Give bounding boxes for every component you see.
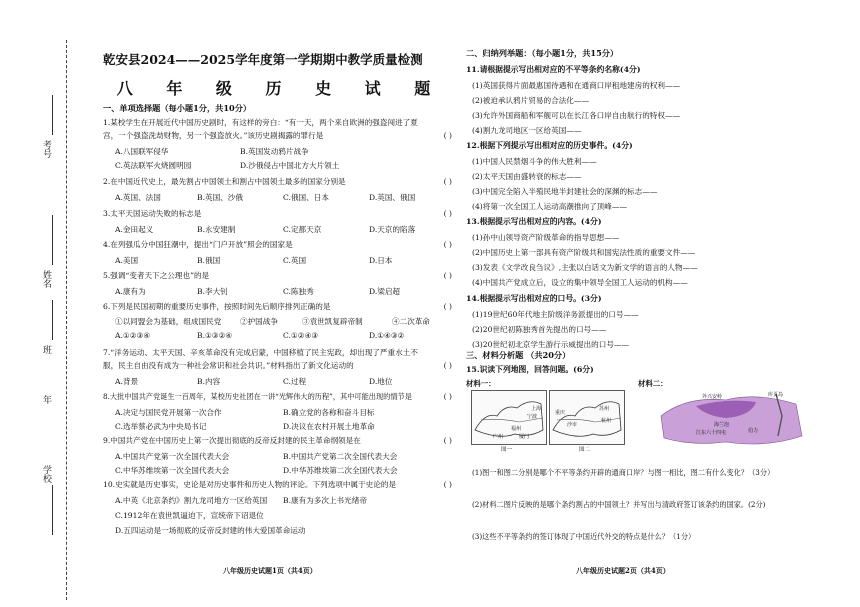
label-year: 年	[41, 395, 51, 404]
question-12: 12.根据下列提示写出相对应的历史事件。(4分)	[466, 141, 633, 150]
q2-options	[115, 192, 415, 203]
map-label: 外兴安岭	[702, 394, 723, 400]
answer-paren: ( )	[443, 480, 452, 489]
q15-sub-3: (3)这些不平等条约的签订体现了中国近代外交的特点是什么？（1分）	[472, 532, 696, 541]
option: C.英国	[283, 256, 307, 265]
option: A.中国共产党第一次全国代表大会	[115, 452, 230, 461]
fill-line	[52, 215, 53, 265]
option: B.康有为多次上书光绪帝	[283, 496, 367, 505]
page-1	[103, 0, 458, 607]
answer-paren: ( )	[443, 392, 452, 401]
page-footer: 八年级历史试题2页（共4页）	[576, 566, 670, 575]
q11-item: (1)英国获得片面最惠国待遇和在通商口岸租地建房的权利——	[472, 81, 681, 90]
answer-paren: ( )	[443, 177, 452, 186]
option: B.确立党的各称和奋斗目标	[283, 408, 375, 417]
q11-item: (2)被迫承认鸦片贸易的合法化——	[472, 96, 590, 105]
q1-options-row2	[115, 160, 339, 171]
map-label: 江东六十四屯	[696, 430, 727, 436]
fill-line	[52, 300, 53, 340]
question-10: 10.史实就是历史事实，史论是对历史事件和历史人物的评论。下列选项中属于史论的是	[103, 480, 397, 489]
question-3: 3.太平天国运动失败的标志是	[103, 209, 202, 218]
option: D.天京的陷落	[369, 225, 416, 234]
q6-options	[115, 331, 404, 340]
q10-option-c	[115, 510, 264, 521]
option: B.英国发动鸦片战争	[240, 147, 309, 156]
figure-caption: 图一	[501, 447, 513, 452]
map-label: 杭州	[601, 418, 612, 424]
option: B.俄国	[197, 256, 221, 265]
question-11: 11.请根据提示写出相对应的不平等条约名称(4分)	[466, 65, 641, 74]
q13-item: (4)中国共产党成立后，设立的集中领导全国工人运动的机构——	[472, 278, 688, 287]
section-heading: 二、归纳列举题：（每小题1分，共15分）	[466, 48, 619, 58]
section-heading: 三、材料分析题 （共20分）	[466, 350, 571, 360]
question-8: 8.大批中国共产党诞生一百周年，某校历史社团在一讲“光辉伟大的历程”，其中可能出现的情节是	[103, 392, 412, 401]
q6-items	[115, 316, 430, 327]
question-4: 4.在列强瓜分中国狂潮中，提出“门户开放”照会的国家是	[103, 240, 293, 249]
map-label: 库页岛	[768, 392, 784, 398]
exam-title: 八 年 级 历 史 试 题	[116, 79, 445, 98]
option: D.决议在农村开展土地革命	[283, 422, 375, 431]
option: C.定都天京	[283, 225, 322, 234]
option: D.英国、俄国	[369, 193, 416, 202]
northeast-map	[656, 386, 806, 452]
q13-item: (3)发表《文学改良刍议》,主张以白话文为新文学的语言的人物——	[472, 263, 698, 272]
option: D.日本	[369, 256, 393, 265]
option: D.五四运动是一场彻底的反帝反封建的伟大爱国革命运动	[115, 526, 306, 535]
question-7: 7.“洋务运动、太平天国、辛亥革命没有完成启蒙，中国移植了民主宪政，却出现了严重水土不	[103, 348, 418, 357]
fill-line	[52, 95, 53, 135]
q14-item: (3)20世纪初北京学生游行示威提出的口号——	[472, 340, 630, 349]
option: A.①②③④	[115, 331, 151, 340]
q10-option-d	[115, 525, 305, 536]
q12-item: (3)中国完全陷入半殖民地半封建社会的深渊的标志——	[472, 187, 658, 196]
material-2-map	[656, 386, 806, 452]
question-5: 5.强调“变者天下之公理也”的是	[103, 271, 210, 280]
answer-paren: ( )	[443, 361, 452, 370]
q13-item: (1)孙中山领导资产阶级革命的指导思想——	[472, 233, 620, 242]
q5-options	[115, 286, 400, 297]
option: ①以同盟会为基础，组成国民党	[115, 317, 222, 326]
question-1: 1.某校学生在开展近代中国历史剧时，有这样的旁白：“有一天，两个来自欧洲的强盗闯进了夏	[103, 118, 418, 127]
question-1-cont: 宫，一个强盗洗劫财物，另一个强盗放火。”该历史剧揭露的罪行是	[103, 131, 324, 140]
label-exam-no: 考号	[41, 140, 51, 158]
label-name: 姓名	[41, 270, 51, 288]
material-1-maps	[471, 390, 625, 452]
map-label: 重庆	[555, 410, 566, 416]
answer-paren: ( )	[443, 240, 452, 249]
q3-options	[115, 224, 415, 235]
option: A.背景	[115, 377, 139, 386]
q12-item: (1)中国人民禁烟斗争的伟大胜利——	[472, 157, 597, 166]
option: D.沙俄侵占中国北方大片领土	[240, 161, 340, 170]
q15-sub-1: (1)图一和图二分别是哪个不平等条约开辟的通商口岸？与图一相比，图二有什么变化？（3分）	[472, 468, 775, 477]
binding-margin	[0, 0, 92, 607]
option: D.中华苏维埃第二次全国代表大会	[283, 466, 398, 475]
page-2	[466, 0, 856, 607]
option: B.英国、沙俄	[197, 193, 243, 202]
option: C.选举蔡必武为中央局书记	[115, 422, 207, 431]
question-7-cont: 服，民主自由没有成为一种社会常识和社会共识。”材料指出了新文化运动的	[103, 361, 354, 370]
map-figures	[471, 390, 625, 452]
q10-options-row1	[115, 495, 367, 506]
option: C.中华苏维埃第一次全国代表大会	[115, 466, 230, 475]
answer-paren: ( )	[443, 436, 452, 445]
answer-paren: ( )	[443, 302, 452, 311]
option: C.英法联军火烧圆明园	[115, 161, 192, 170]
option: ④二次革命	[392, 317, 430, 326]
map-label: 福州	[511, 426, 522, 432]
map-label: 海兰泡	[714, 422, 730, 428]
question-15: 15.识读下列地图，回答问题。(6分)	[466, 365, 594, 374]
map-label: 沙市	[567, 422, 578, 428]
figure-caption: 图二	[579, 447, 591, 452]
option: A.决定与国民党开展第一次合作	[115, 408, 222, 417]
q7-options	[115, 376, 392, 387]
option: B.中国共产党第二次全国代表大会	[283, 452, 398, 461]
answer-paren: ( )	[443, 271, 452, 280]
map-label: 上海	[531, 406, 542, 412]
option: ③袁世凯复辟帝制	[302, 317, 363, 326]
option: C.①②④③	[283, 331, 319, 340]
map-label: 伯力	[748, 428, 759, 434]
question-14: 14.根据提示写出相对应的口号。(3分)	[466, 294, 602, 303]
label-class: 班	[41, 345, 51, 354]
option: D.①④③②	[369, 331, 405, 340]
option: C.过程	[283, 377, 307, 386]
fill-line	[52, 485, 53, 535]
option: B.李大钊	[197, 287, 228, 296]
question-9: 9.中国共产党在中国历史上第一次提出彻底的反帝反封建的民主革命纲领是在	[103, 436, 361, 445]
question-6: 6.下列是民国初期的重要历史事件，按照时间先后顺序排列正确的是	[103, 302, 331, 311]
option: A.康有为	[115, 287, 146, 296]
option: B.①③②④	[197, 331, 233, 340]
q8-options-row2	[115, 421, 375, 432]
option: B.内容	[197, 377, 221, 386]
answer-paren: ( )	[443, 209, 452, 218]
option: A.八国联军侵华	[115, 147, 169, 156]
map-label: 厦门	[519, 434, 530, 440]
section-heading: 一、单项选择题（每小题1分，共10分）	[103, 103, 252, 113]
label-school: 学校	[41, 465, 51, 483]
option: B.永安建制	[197, 225, 236, 234]
option: A.金田起义	[115, 225, 154, 234]
map-label: 苏州	[599, 406, 610, 412]
material-1-label: 材料一：	[466, 379, 496, 388]
q14-item: (1)19世纪60年代地主阶级洋务派提出的口号——	[472, 310, 639, 319]
q11-item: (3)允许外国商船和军舰可以在长江各口岸自由航行的特权——	[472, 111, 681, 120]
option: A.美国	[115, 256, 139, 265]
q12-item: (4)将第一次全国工人运动高潮推向了顶峰——	[472, 202, 628, 211]
material-2-label: 材料二：	[638, 379, 668, 388]
q12-item: (2)太平天国由盛转衰的标志——	[472, 172, 582, 181]
page-footer: 八年级历史试题1页（共4页）	[223, 566, 317, 575]
answer-paren: ( )	[443, 131, 452, 140]
map-label: 宁波	[527, 414, 538, 420]
q9-options-row2	[115, 465, 398, 476]
q13-item: (2)中国历史上第一部具有资产阶级共和国宪法性质的重要文件——	[472, 248, 696, 257]
option: ②护国战争	[240, 317, 278, 326]
q4-options	[115, 255, 392, 266]
exam-header: 乾安县2024——2025学年度第一学期期中教学质量检测	[103, 52, 423, 67]
q15-sub-2: (2)材料二图片反映的是哪个条约割占的中国领土？并写出与清政府签订该条约的国家。(2分)	[472, 500, 766, 509]
option: C.陈独秀	[283, 287, 314, 296]
q11-item: (4)割九龙司地区一区给英国——	[472, 126, 582, 135]
map-label: 广州	[493, 434, 504, 440]
question-13: 13.根据提示写出相对应的内容。(4分)	[466, 217, 602, 226]
question-2: 2.在中国近代史上，最先割占中国领土和割占中国领土最多的国家分别是	[103, 177, 346, 186]
cut-line	[66, 40, 67, 600]
map-frame	[550, 391, 625, 445]
q9-options-row1	[115, 451, 397, 462]
q14-item: (2)20世纪初陈独秀首先提出的口号——	[472, 325, 607, 334]
q8-options-row1	[115, 407, 375, 418]
option: C.俄国、日本	[283, 193, 329, 202]
option: A.英国、法国	[115, 193, 161, 202]
option: D.地位	[369, 377, 393, 386]
option: D.梁启超	[369, 287, 401, 296]
option: A.中英《北京条约》割九龙司地方一区给英国	[115, 496, 268, 505]
option: C.1912年在袁世凯逼迫下，宣统帝下诏退位	[115, 511, 264, 520]
q1-options-row1	[115, 146, 309, 157]
